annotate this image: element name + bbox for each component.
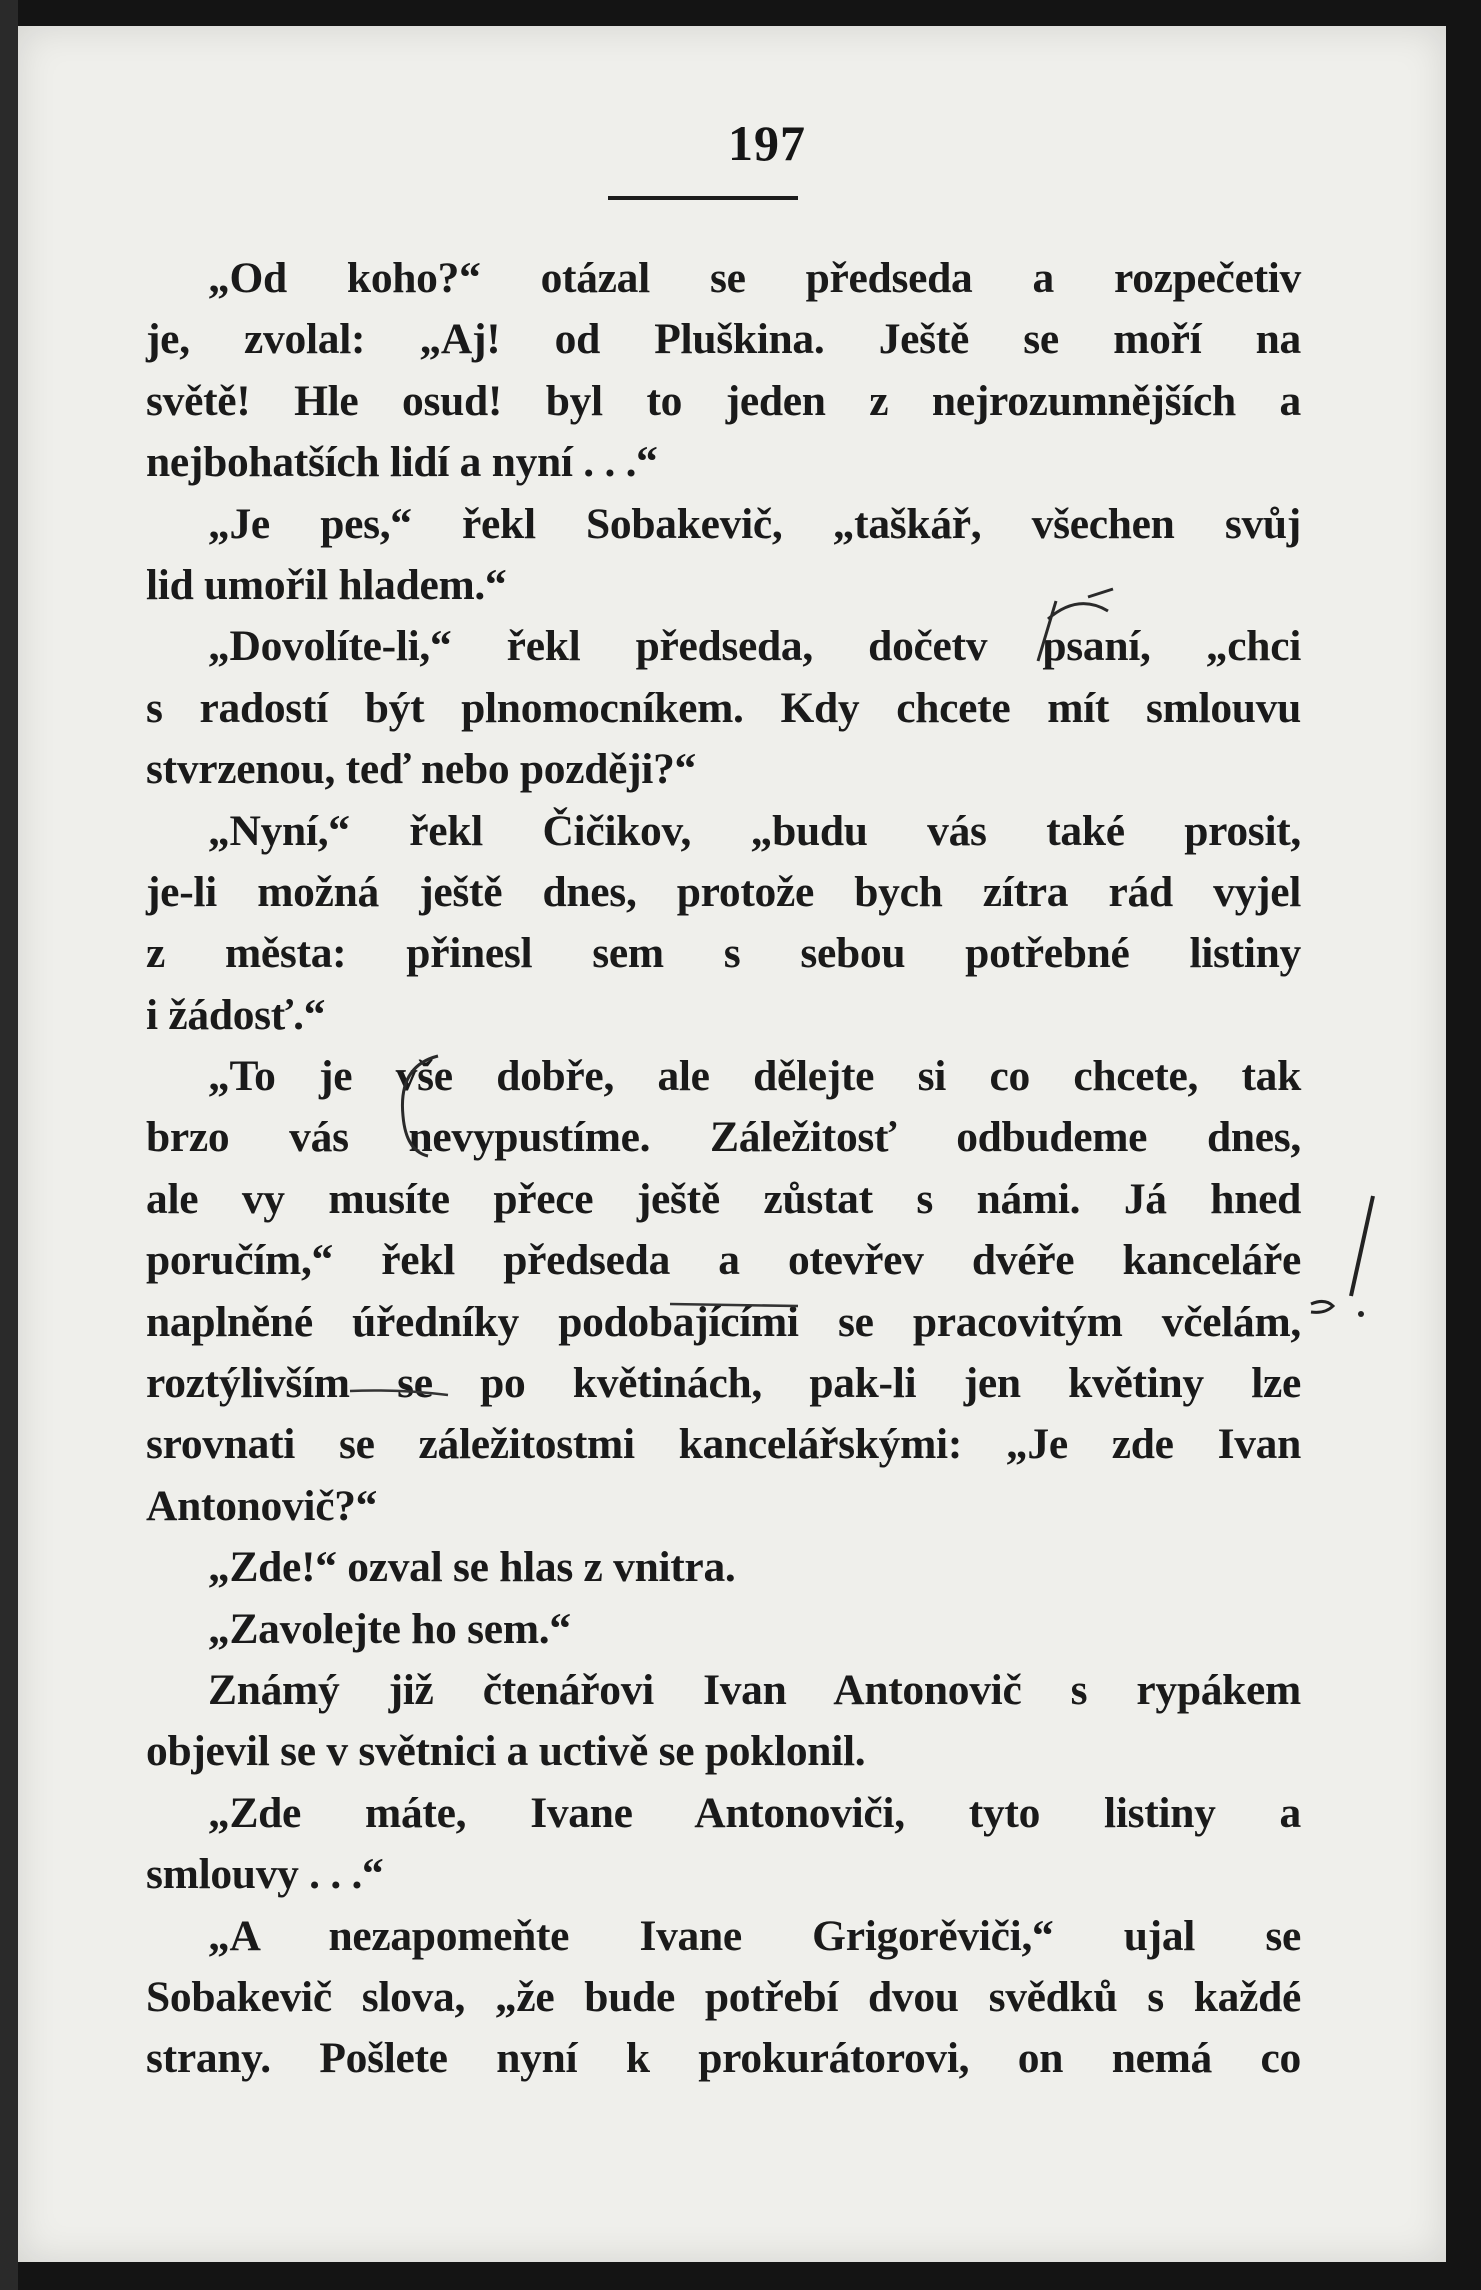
text-line: „To je vše dobře, ale dělejte si co chcete, tak — [208, 1052, 1301, 1101]
text-line: „Zde máte, Ivane Antonoviči, tyto listiny a — [208, 1788, 1301, 1837]
text-line: „Nyní,“ řekl Čičikov, „budu vás také prosit, — [208, 806, 1301, 855]
text-line: Sobakevič slova, „že bude potřebí dvou svědků s každé — [146, 1972, 1301, 2021]
text-line: naplněné úředníky podobajícími se pracovitým včelám, — [146, 1297, 1301, 1346]
page-number: 197 — [728, 115, 806, 171]
text-line: brzo vás nevypustíme. Záležitosť odbudeme dnes, — [146, 1113, 1301, 1162]
text-line: i žádosť.“ — [146, 990, 326, 1039]
text-line: Antonovič?“ — [146, 1481, 378, 1530]
text-line: „Zavolejte ho sem.“ — [208, 1604, 571, 1653]
text-line: Známý již čtenářovi Ivan Antonovič s rypákem — [208, 1665, 1301, 1714]
text-line: srovnati se záležitostmi kancelářskými: „Je zde Ivan — [146, 1420, 1301, 1469]
text-line: objevil se v světnici a uctivě se poklonil. — [146, 1727, 866, 1776]
text-line: s radostí být plnomocníkem. Kdy chcete mít smlouvu — [146, 683, 1301, 732]
pencil-underline-mark — [668, 1294, 808, 1314]
text-line: stvrzenou, teď nebo později?“ — [146, 745, 696, 794]
text-line: „A nezapomeňte Ivane Grigorěviči,“ ujal se — [208, 1911, 1301, 1960]
text-line: strany. Pošlete nyní k prokurátorovi, on nemá co — [146, 2034, 1301, 2083]
text-line: „Dovolíte-li,“ řekl předseda, dočetv psaní, „chci — [208, 622, 1301, 671]
text-line: „Zde!“ ozval se hlas z vnitra. — [208, 1543, 736, 1592]
pencil-annotation-mark — [1018, 581, 1128, 671]
text-line: „Je pes,“ řekl Sobakevič, „taškář, všechen svůj — [208, 499, 1301, 548]
text-line: nejbohatších lidí a nyní . . .“ — [146, 438, 658, 487]
pencil-underline-mark — [348, 1361, 468, 1401]
book-page — [18, 26, 1446, 2262]
text-line: z města: přinesl sem s sebou potřebné listiny — [146, 929, 1301, 978]
pencil-annotation-mark — [1303, 1186, 1393, 1336]
text-line: smlouvy . . .“ — [146, 1850, 384, 1899]
text-line: roztýlivším se po květinách, pak-li jen květiny lze — [146, 1359, 1301, 1408]
text-line: je, zvolal: „Aj! od Pluškina. Ještě se moří na — [146, 315, 1301, 364]
page-number-rule — [608, 196, 798, 200]
text-line: poručím,“ řekl předseda a otevřev dvéře kanceláře — [146, 1236, 1301, 1285]
text-line: „Od koho?“ otázal se předseda a rozpečetiv — [208, 254, 1301, 302]
text-line: světě! Hle osud! byl to jeden z nejrozumnějších a — [146, 376, 1301, 425]
text-line: ale vy musíte přece ještě zůstat s námi. Já hned — [146, 1174, 1301, 1223]
pencil-annotation-mark — [388, 1046, 448, 1166]
body-text — [146, 248, 1301, 2090]
text-line: je-li možná ještě dnes, protože bych zítra rád vyjel — [146, 867, 1301, 916]
text-line: lid umořil hladem.“ — [146, 560, 507, 609]
scan-left-edge — [0, 0, 18, 2290]
